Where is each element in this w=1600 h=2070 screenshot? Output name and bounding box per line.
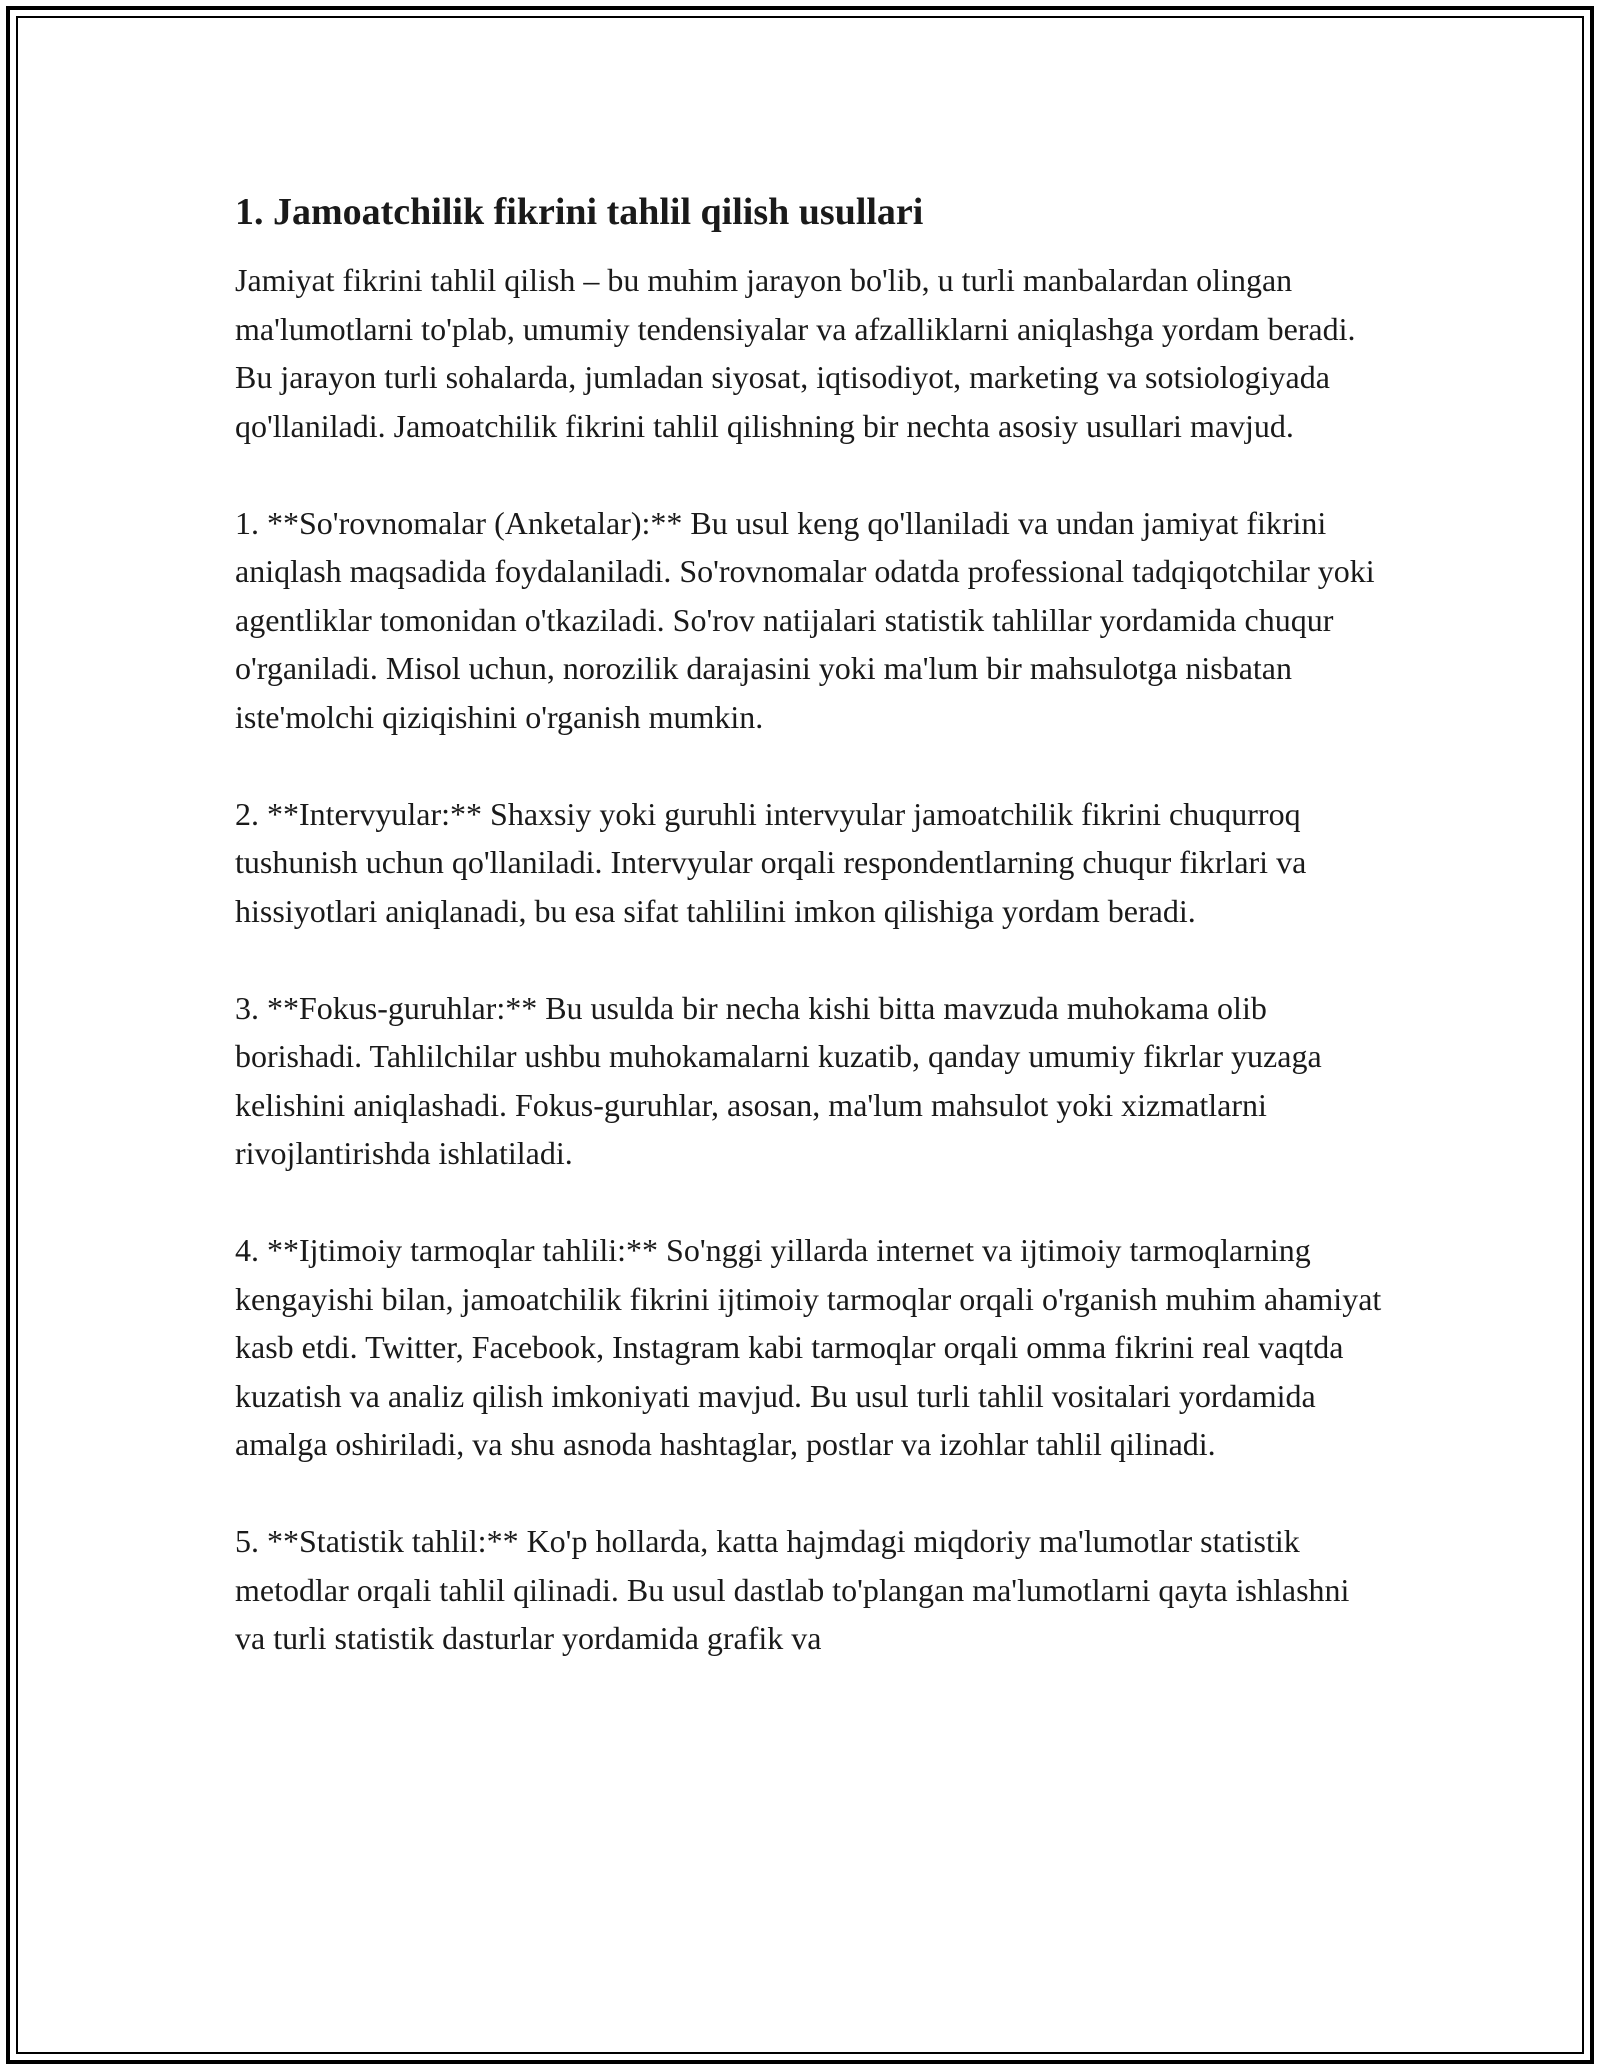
section-heading: 1. Jamoatchilik fikrini tahlil qilish usullari [235, 191, 924, 233]
paragraph-interviews: 2. **Intervyular:** Shaxsiy yoki guruhli intervyular jamoatchilik fikrini chuqurroq tushunish uchun qo'llaniladi. Intervyular orqali respondentlarning chuqur fikrlari va hissiyotlari aniqlanadi, bu esa sifat tahlilini imkon qilishiga yordam beradi. [235, 795, 1307, 929]
paragraph-social-media: 4. **Ijtimoiy tarmoqlar tahlili:** So'nggi yillarda internet va ijtimoiy tarmoqlarning kengayishi bilan, jamoatchilik fikrini ijtimoiy tarmoqlar orqali o'rganish muhim ahamiyat kasb etdi. Twitter, Facebook, Instagram kabi tarmoqlar orqali omma fikrini real vaqtda kuzatish va analiz qilish imkoniyati mavjud. Bu usul turli tahlil vositalari yordamida amalga oshiriladi, va shu asnoda hashtaglar, postlar va izohlar tahlil qilinadi. [235, 1232, 1382, 1462]
paragraph-surveys: 1. **So'rovnomalar (Anketalar):** Bu usul keng qo'llaniladi va undan jamiyat fikrini aniqlash maqsadida foydalaniladi. So'rovnomalar odatda professional tadqiqotchilar yoki agentliklar tomonidan o'tkaziladi. So'rov natijalari statistik tahlillar yordamida chuqur o'rganiladi. Misol uchun, norozilik darajasini yoki ma'lum bir mahsulotga nisbatan iste'molchi qiziqishini o'rganish mumkin. [235, 504, 1375, 735]
paragraph-focus-groups: 3. **Fokus-guruhlar:** Bu usulda bir necha kishi bitta mavzuda muhokama olib borishadi. Tahlilchilar ushbu muhokamalarni kuzatib, qanday umumiy fikrlar yuzaga kelishini aniqlashadi. Fokus-guruhlar, asosan, ma'lum mahsulot yoki xizmatlarni rivojlantirishda ishlatiladi. [235, 989, 1322, 1171]
intro-paragraph: Jamiyat fikrini tahlil qilish – bu muhim jarayon bo'lib, u turli manbalardan olingan ma'lumotlarni to'plab, umumiy tendensiyalar va afzalliklarni aniqlashga yordam beradi. Bu jarayon turli sohalarda, jumladan siyosat, iqtisodiyot, marketing va sotsiologiyada qo'llaniladi. Jamoatchilik fikrini tahlil qilishning bir nechta asosiy usullari mavjud. [235, 262, 1356, 444]
document-body [235, 186, 1385, 1711]
paragraph-statistics: 5. **Statistik tahlil:** Ko'p hollarda, katta hajmdagi miqdoriy ma'lumotlar statistik metodlar orqali tahlil qilinadi. Bu usul dastlab to'plangan ma'lumotlarni qayta ishlashni va turli statistik dasturlar yordamida grafik va [235, 1523, 1350, 1656]
